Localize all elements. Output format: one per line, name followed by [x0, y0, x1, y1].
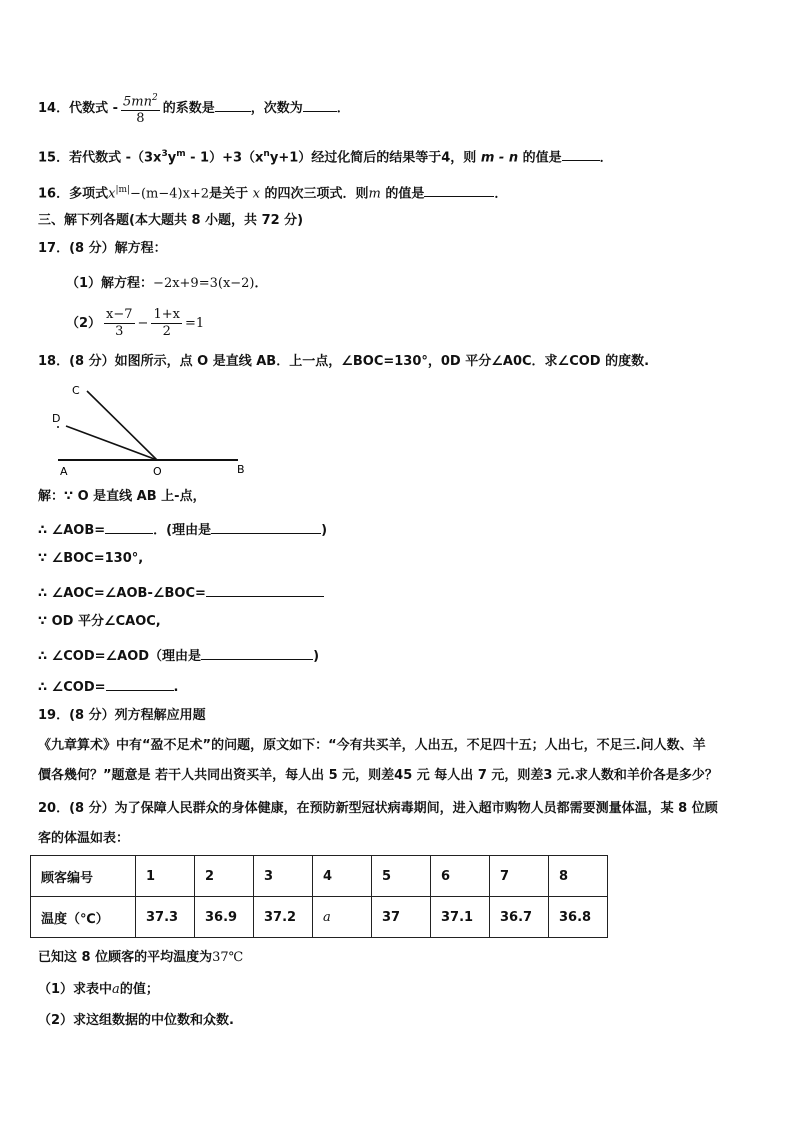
solution-step-4: ∴ ∠AOC=∠AOB-∠BOC=: [38, 582, 324, 603]
answer-blank[interactable]: [303, 97, 337, 112]
temperature-table: [30, 855, 608, 938]
ray-od: [66, 426, 157, 460]
question-20-part-2: （2）求这组数据的中位数和众数.: [38, 1013, 234, 1028]
question-19-body: 《九章算术》中有“盈不足术”的问题，原文如下：“今有共买羊，人出五，不足四十五；人出七，不足三.问人数、羊 價各幾何？”题意是 若干人共同出资买羊，每人出 5 元，则差45 元 每人出 7 元，则差3 元.求人数和羊价各是多少？: [38, 738, 718, 783]
label-b: B: [237, 463, 245, 476]
solution-step-1: 解：∵ O 是直线 AB 上-点，: [38, 489, 206, 504]
question-18-title: 18．(8 分）如图所示，点 O 是直线 AB．上一点，∠BOC=130°，0D 平分∠A0C．求∠COD 的度数.: [38, 354, 650, 369]
table-row: 顾客编号 1 2 3 4 5 6 7 8: [31, 856, 608, 897]
question-14: 14．代数式 - $\frac{5mn^2}{8}$ 的系数是 ，次数为 ．: [38, 90, 350, 127]
solution-step-3: ∵ ∠BOC=130°,: [38, 551, 144, 566]
answer-blank[interactable]: [562, 146, 600, 161]
table-row: 温度（℃） 37.3 36.9 37.2 a 37 37.1 36.7 36.8: [31, 897, 608, 938]
question-19-title: 19．(8 分）列方程解应用题: [38, 708, 206, 723]
question-16: 16．多项式$x^{|m|}-(m-4)x+2$是关于 x 的四次三项式．则m 的值是 ．: [38, 181, 507, 203]
answer-blank[interactable]: [424, 182, 494, 197]
answer-blank[interactable]: [215, 97, 251, 112]
solution-step-5: ∵ OD 平分∠CAOC,: [38, 614, 161, 629]
question-17-part-1: （1）解方程：−2x+9=3(x−2)．: [66, 276, 268, 291]
label-o: O: [153, 465, 162, 478]
answer-blank[interactable]: [105, 519, 153, 534]
reason-blank[interactable]: [211, 519, 321, 534]
answer-blank[interactable]: [206, 582, 324, 597]
solution-step-6: ∴ ∠COD=∠AOD（理由是 ): [38, 645, 319, 666]
question-17-part-2: （2） $\frac{x-7}{3}$ − $\frac{1+x}{2}$ =1: [66, 307, 205, 339]
section-heading: 三、解下列各题(本大题共 8 小题，共 72 分): [38, 213, 304, 228]
question-20-given: 已知这 8 位顾客的平均温度为37℃: [38, 950, 244, 965]
fraction: $\frac{x-7}{3}$: [106, 307, 133, 339]
question-17-title: 17．(8 分）解方程：: [38, 241, 167, 256]
angle-figure: [40, 378, 260, 478]
fraction: $\frac{5mn^2}{8}$: [121, 90, 160, 127]
question-15: 15．若代数式 $-(3x^3y^m - 1)+3(x^ny+1)$经过化简后的结果等于4，则 m - n 的值是 ．: [38, 145, 613, 167]
label-c: C: [72, 384, 80, 397]
solution-step-7: ∴ ∠COD= .: [38, 676, 178, 697]
point-d-dot: [57, 426, 59, 428]
ray-oc: [87, 391, 157, 460]
question-20-part-1: （1）求表中a的值；: [38, 982, 159, 997]
question-20-title: 20．(8 分）为了保障人民群众的身体健康，在预防新型冠状病毒期间，进入超市购物人员都需要测量体温，某 8 位顾 客的体温如表：: [38, 801, 718, 846]
fraction: $\frac{1+x}{2}$: [153, 307, 180, 339]
reason-blank[interactable]: [201, 645, 313, 660]
solution-step-2: ∴ ∠AOB= ．(理由是 ): [38, 519, 327, 540]
label-d: D: [52, 412, 61, 425]
label-a: A: [60, 465, 68, 478]
answer-blank[interactable]: [106, 676, 174, 691]
